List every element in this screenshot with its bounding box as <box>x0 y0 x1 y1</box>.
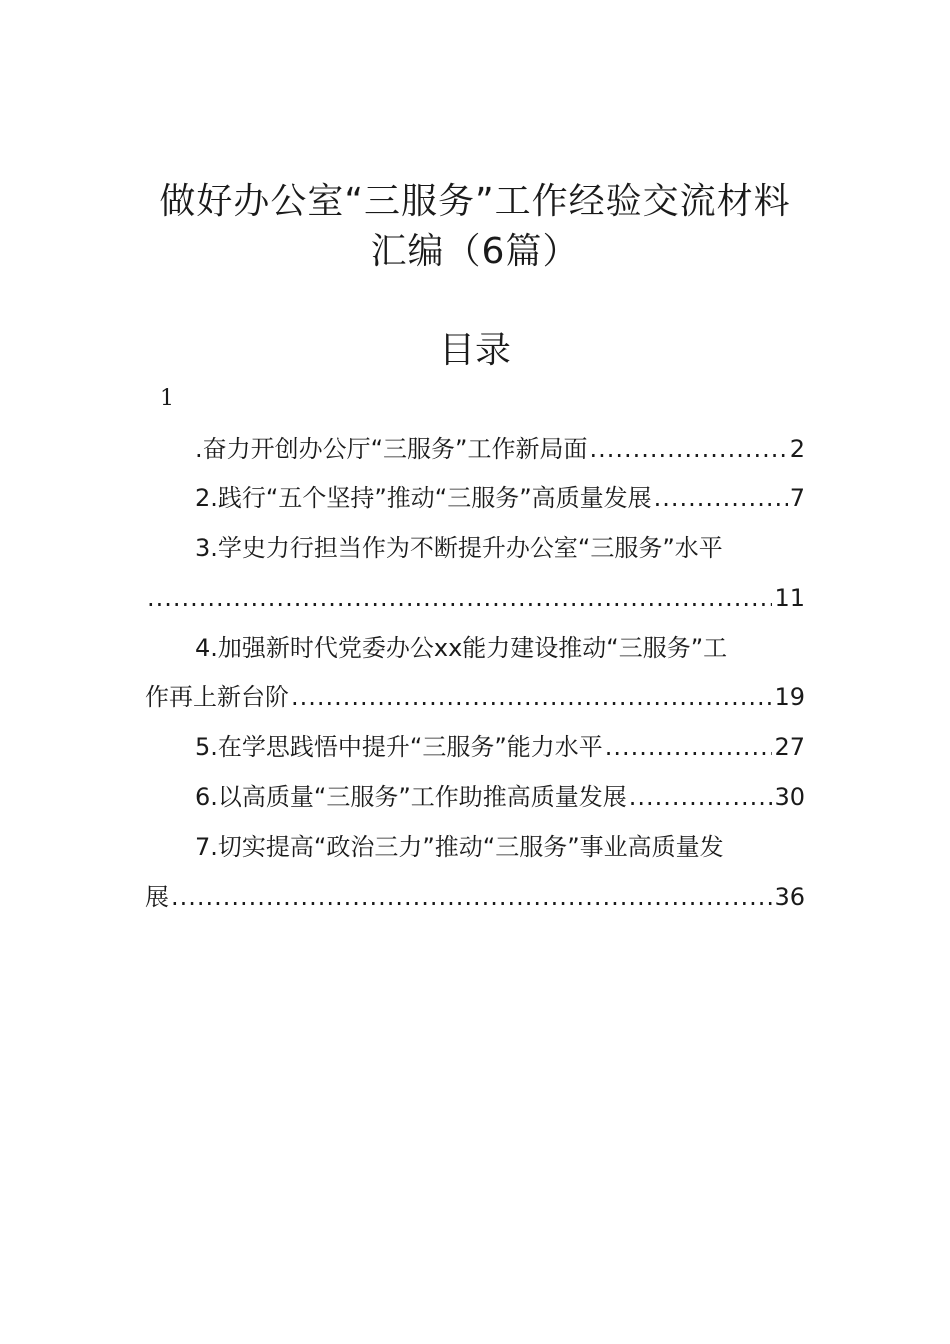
toc-entry-2[interactable] <box>195 480 805 516</box>
toc-leader-dots <box>605 729 773 765</box>
toc-page-number: 36 <box>774 883 805 911</box>
toc-leader-dots <box>654 480 788 516</box>
toc-entry-4[interactable] <box>195 630 805 666</box>
toc-entry-7-continued[interactable] <box>145 879 805 915</box>
toc-entry-text: .奋力开创办公厅“三服务”工作新局面 <box>195 435 588 463</box>
toc-entry-4-continued[interactable] <box>145 679 805 715</box>
toc-entry-text: 3.学史力行担当作为不断提升办公室“三服务”水平 <box>195 534 723 562</box>
toc-page-number: 19 <box>774 683 805 711</box>
toc-entry-3[interactable] <box>195 530 805 566</box>
toc-leader-dots <box>171 879 772 915</box>
toc-entry-5[interactable] <box>195 729 805 765</box>
toc-entry-text: 6.以高质量“三服务”工作助推高质量发展 <box>195 783 627 811</box>
toc-page-number: 7 <box>789 484 805 512</box>
toc-entry-6[interactable] <box>195 779 805 815</box>
toc-entry-1[interactable] <box>195 431 805 467</box>
toc-entry-text: 5.在学思践悟中提升“三服务”能力水平 <box>195 733 603 761</box>
toc-entry-text: 7.切实提高“政治三力”推动“三服务”事业高质量发 <box>195 833 724 861</box>
document-title-line2: 汇编（6篇） <box>370 231 580 272</box>
toc-entry-7[interactable] <box>195 829 805 865</box>
toc-entry-text: 4.加强新时代党委办公xx能力建设推动“三服务”工 <box>195 634 728 662</box>
toc-page-number: 27 <box>774 733 805 761</box>
toc-entry-3-continued[interactable] <box>145 580 805 616</box>
toc-heading: 目录 <box>438 330 511 371</box>
toc-entry-text: 展 <box>145 883 169 911</box>
toc-page-number: 2 <box>789 435 805 463</box>
toc-page-number: 30 <box>774 783 805 811</box>
stray-number: 1 <box>160 386 174 411</box>
toc-leader-dots <box>629 779 773 815</box>
toc-entry-text: 作再上新台阶 <box>145 683 289 711</box>
toc-entry-text: 2.践行“五个坚持”推动“三服务”高质量发展 <box>195 484 652 512</box>
toc-leader-dots <box>147 580 772 616</box>
toc-leader-dots <box>291 679 772 715</box>
document-title-line1: 做好办公室“三服务”工作经验交流材料 <box>159 181 791 222</box>
toc-leader-dots <box>590 431 788 467</box>
toc-page-number: 11 <box>774 584 805 612</box>
